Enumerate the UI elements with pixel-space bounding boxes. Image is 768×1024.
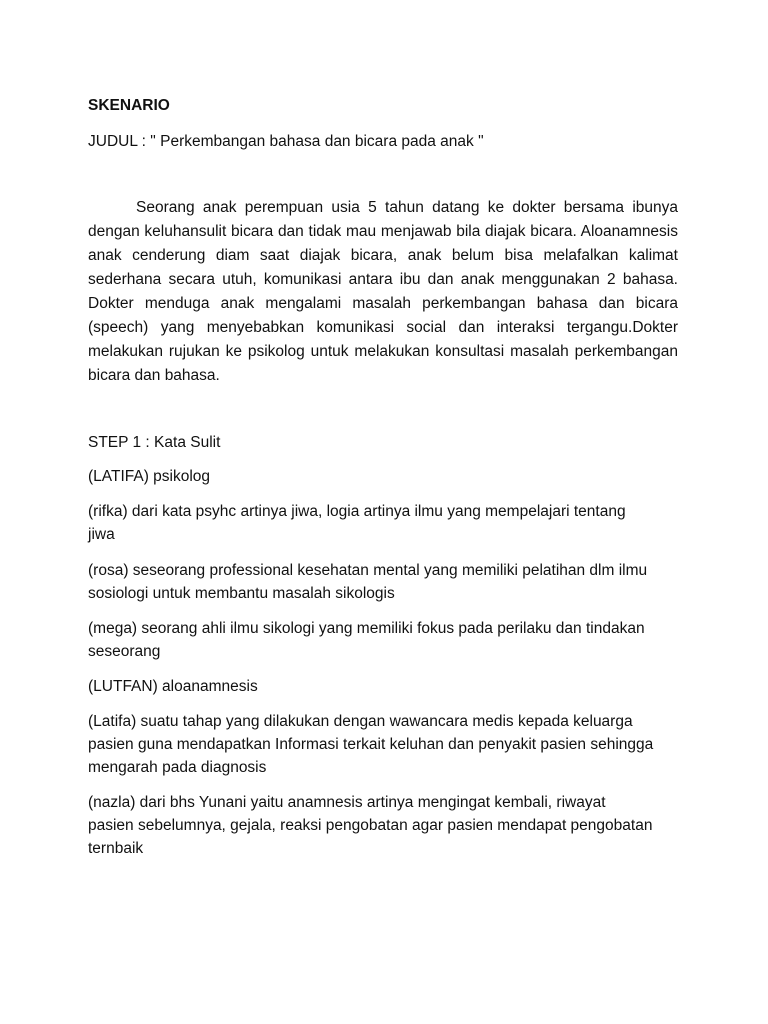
entry-lutfan-aloanamnesis: (LUTFAN) aloanamnesis [88,678,258,695]
entry-rifka-line2: jiwa [88,526,115,543]
entry-rifka-line1: (rifka) dari kata psyhc artinya jiwa, logia artinya ilmu yang mempelajari tentang [88,503,626,520]
step1-title: STEP 1 : Kata Sulit [88,434,221,451]
entry-latifa-psikolog: (LATIFA) psikolog [88,468,211,485]
entry-mega-line1: (mega) seorang ahli ilmu sikologi yang memiliki fokus pada perilaku dan tindakan [88,620,645,637]
entry-nazla-line2: pasien sebelumnya, gejala, reaksi pengobatan agar pasien mendapat pengobatan [88,817,653,834]
entry-rosa-line2: sosiologi untuk membantu masalah sikologis [88,585,395,602]
entry-latifa-line3: mengarah pada diagnosis [88,759,267,776]
judul-line: JUDUL : " Perkembangan bahasa dan bicara pada anak " [88,133,484,150]
entry-nazla-line1: (nazla) dari bhs Yunani yaitu anamnesis artinya mengingat kembali, riwayat [88,794,606,811]
entry-nazla-line3: ternbaik [88,840,144,857]
entry-latifa-line1: (Latifa) suatu tahap yang dilakukan dengan wawancara medis kepada keluarga [88,713,633,730]
entry-rosa-line1: (rosa) seseorang professional kesehatan mental yang memiliki pelatihan dlm ilmu [88,562,648,579]
entry-mega-line2: seseorang [88,643,161,660]
document-title: SKENARIO [88,97,170,114]
entry-latifa-line2: pasien guna mendapatkan Informasi terkait keluhan dan penyakit pasien sehingga [88,736,654,753]
scenario-paragraph: Seorang anak perempuan usia 5 tahun datang ke dokter bersama ibunya dengan keluhansulit bicara dan tidak mau menjawab bila diajak bicara. Aloanamnesis anak cenderung diam saat diajak bicara, anak belum bisa melafalkan kalimat sederhana secara utuh, komunikasi antara ibu dan anak menggunakan 2 bahasa. Dokter menduga anak mengalami masalah perkembangan bahasa dan bicara (speech) yang menyebabkan komunikasi social dan interaksi tergangu.Dokter melakukan rujukan ke psikolog untuk melakukan konsultasi masalah perkembangan bicara dan bahasa. [88,199,678,384]
